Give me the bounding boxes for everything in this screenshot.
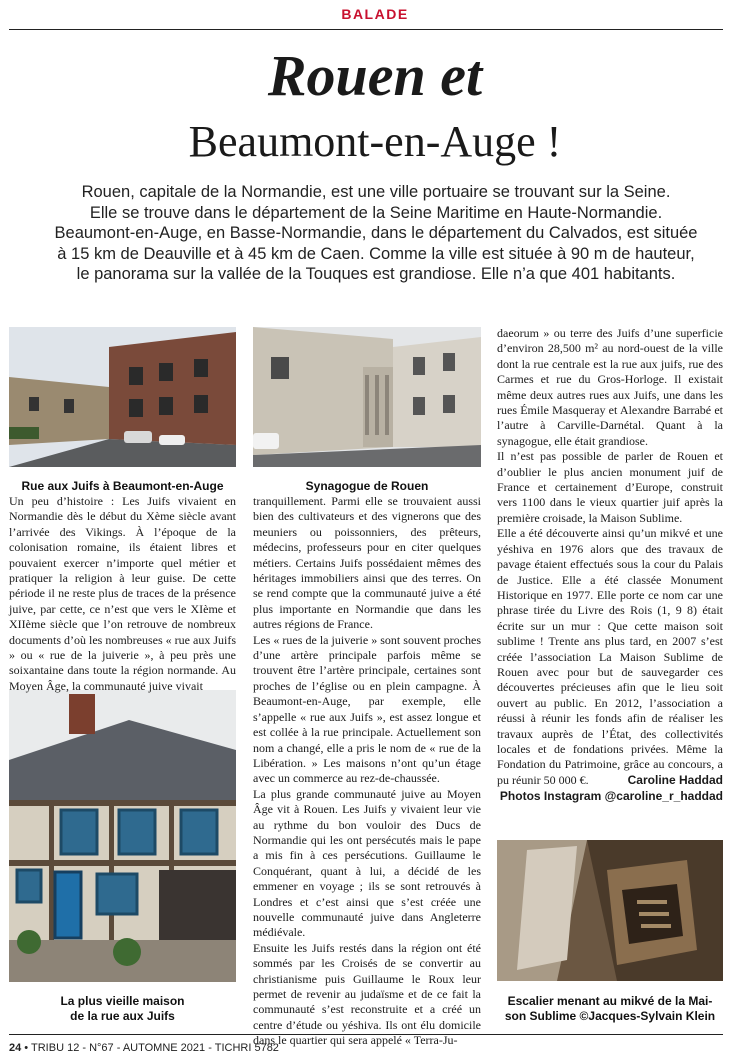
intro-line: Elle se trouve dans le département de la Seine Maritime en Haute-Normandie. <box>89 203 663 222</box>
paragraph: La plus grande communauté juive au Moyen Âge vit à Rouen. Les Juifs y vivaient leur vie au rythme du bon vouloir des Ducs de Normandie qui les ont persécutés mais le pape a mis fin à ces persécutions. Guillaume le Conquérant, quant à lui, a décidé de les emmener en voyage ; ils se sont retrouvés à Londres et c’est ainsi que s’est créée une nouvelle communauté juive dans Angleterre médiévale. <box>253 786 481 940</box>
intro-paragraph <box>20 182 732 285</box>
text-column-1 <box>9 494 236 694</box>
author-credit <box>495 772 723 804</box>
paragraph: Elle a été découverte ainsi qu’un mikvé et une yéshiva en 1976 alors que des travaux de pavage étaient effectués sous la cour du Palais de Justice. Elle a été classée Monument Historique en 1977. Elle porte ce nom car une phrase tirée du Livre des Rois (1, 9 8) était écrite sur un mur : Que cette maison soit sublime ! Trente ans plus tard, en 2007 s’est créée l’association La Maison Sublime de Rouen avec pour but de sauvegarder ces découvertes précieuses afin que le lieu soit ouvert au public. En 2012, l’association a réussi à réunir les fonds afin de réaliser les travaux auprès de l’État, des collectivités locales et de fondations privées. Même la Fondation du Patrimoine, grâce au concours, a pu réunir 50 000 €. <box>497 526 723 787</box>
paragraph: Ensuite les Juifs restés dans la région ont été sommés par les Croisés de se convertir au christianisme puis Guillaume le Roux leur permet de revenir au judaïsme et de ce fait la communauté s’est reconstruite et a créé un centre d’étude ou yéshiva. Ils ont élu domicile dans le quartier qui sera appelé « Terra-Ju- <box>253 940 481 1048</box>
paragraph: tranquillement. Parmi elle se trouvaient aussi bien des cultivateurs et des vignerons que des meuniers ou poissonniers, des prêteurs, médecins, professeurs pour en citer quelques métiers. Certains Juifs possédaient mêmes des héritages immobiliers ainsi que des terres. On se rend compte que la communauté juive a été plus importante en Normandie que dans les autres régions de France. <box>253 494 481 632</box>
caption-photo3 <box>9 994 236 1024</box>
intro-line: le panorama sur la vallée de la Touques est grandiose. Elle n’a que 401 habitants. <box>76 265 676 284</box>
footer-text: • TRIBU 12 - N°67 - AUTOMNE 2021 - TICHRI 5782 <box>21 1042 279 1054</box>
paragraph: Il n’est pas possible de parler de Rouen et d’oublier le plus ancien monument juif de France et certainement d’Europe, construit vers 1100 dans le vieux quartier juif après la première croisade, la Maison Sublime. <box>497 449 723 525</box>
caption-photo1: Rue aux Juifs à Beaumont-en-Auge <box>21 479 224 493</box>
caption-photo4 <box>497 994 723 1024</box>
caption-line: son Sublime ©Jacques-Sylvain Klein <box>504 1009 716 1023</box>
bottom-rule <box>9 1034 723 1035</box>
paragraph: Les « rues de la juiverie » sont souvent proches d’une artère principale parfois même se trouvent être l’artère principale, certaines sont proches de l’église ou en plein campagne. À Beaumont-en-Auge, par exemple, elle s’appelle « rue aux Juifs », est assez longue et est collée à la rue principale. Actuellement son nom a changé, elle a pris le nom de « rue de la Libération. » Les maisons n’ont qu’un étage avec un commerce au rez-de-chaussée. <box>253 632 481 786</box>
caption-line: La plus vieille maison <box>60 994 185 1008</box>
text-column-3 <box>497 326 723 788</box>
photo-vieille-maison <box>9 690 236 982</box>
caption-line: Escalier menant au mikvé de la Mai- <box>507 994 713 1008</box>
article-title-line1: Rouen et <box>267 43 483 108</box>
photo-synagogue-rouen <box>253 327 481 467</box>
photo-credit: Photos Instagram @caroline_r_haddad <box>499 789 723 803</box>
section-label: BALADE <box>341 6 409 22</box>
page-number: 24 <box>9 1042 22 1054</box>
photo-rue-aux-juifs <box>9 327 236 467</box>
caption-line: de la rue aux Juifs <box>70 1009 175 1023</box>
paragraph: Un peu d’histoire : Les Juifs vivaient en Normandie dès le début du Xème siècle avant l’arrivée des Vikings. À l’époque de la colonisation romaine, ils étaient libres et pouvaient exercer n’importe quel métier et pratiquer la religion à leur guise. De cette période il ne reste plus de traces de la présence juive, par cette, ce n’est que vers le XIème et XIIème siècle que l’on retrouve de nombreux documents d’où les nombreuses « rue aux Juifs » ou « rue de la juiverie », à peu près une soixantaine dans toute la région normande. Au Moyen Âge, la communauté juive vivait <box>9 494 236 693</box>
paragraph: daeorum » ou terre des Juifs d’une superficie d’environ 28,500 m² au nord-ouest de la ville dont la rue centrale est la rue aux juifs, rue des Carmes et rue du Gros-Horloge. Il existait même deux autres rues aux Juifs, une dans les rues Émile Masqueray et Alexandre Barrabé et l’autre à Carville-Darnétal. Quant à la synagogue, elle était grandiose. <box>497 326 723 448</box>
article-title-line2: Beaumont-en-Auge ! <box>188 117 562 166</box>
top-rule <box>9 29 723 30</box>
page-footer <box>9 1042 279 1054</box>
text-column-2 <box>253 494 481 1049</box>
intro-line: Beaumont-en-Auge, en Basse-Normandie, dans le département du Calvados, est située <box>54 224 698 243</box>
caption-photo2: Synagogue de Rouen <box>305 479 429 493</box>
intro-line: à 15 km de Deauville et à 45 km de Caen. Comme la ville est située à 90 m de hauteur, <box>57 244 695 263</box>
author-name: Caroline Haddad <box>627 773 723 787</box>
photo-escalier-mikve <box>497 840 723 981</box>
intro-line: Rouen, capitale de la Normandie, est une ville portuaire se trouvant sur la Seine. <box>81 183 671 201</box>
